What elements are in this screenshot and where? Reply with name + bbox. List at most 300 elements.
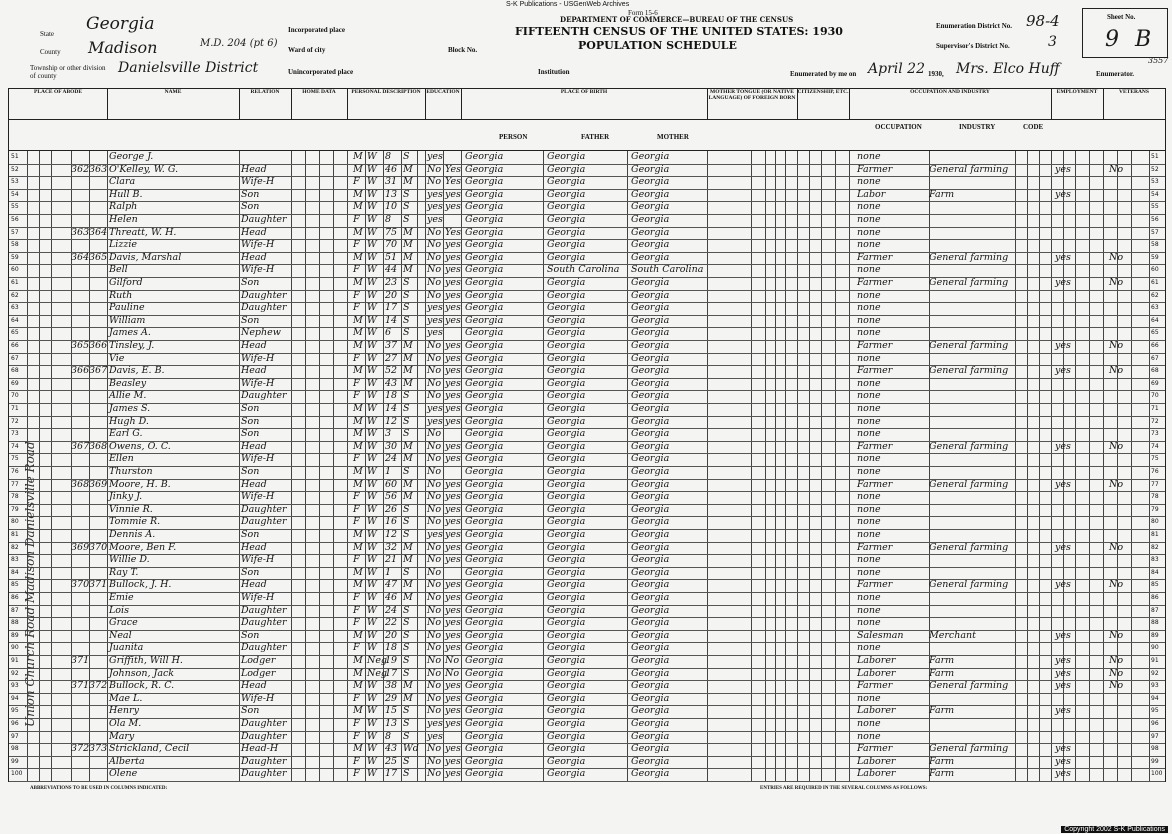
cell-ms: S (403, 529, 410, 540)
cell-occ: none (857, 503, 881, 515)
cell-ms: M (403, 251, 413, 263)
cell-occ: none (857, 466, 881, 477)
institution-label: Institution (538, 68, 570, 76)
cell-read: Yes (445, 176, 461, 188)
header-home: HOME DATA (291, 89, 348, 120)
cell-n: 53 (11, 178, 19, 186)
table-row (9, 680, 1165, 694)
cell-rel: Wife-H (241, 453, 275, 465)
cell-mb: South Carolina (631, 264, 704, 276)
cell-pb: Georgia (465, 453, 504, 465)
cell-n: 70 (11, 392, 19, 400)
cell-mb: Georgia (631, 592, 670, 603)
cell-fb: Georgia (547, 705, 586, 717)
cell-ms: M (403, 440, 413, 452)
cell-race: W (367, 541, 377, 553)
header-personal: PERSONAL DESCRIPTION (347, 89, 426, 120)
cell-race: W (367, 529, 377, 540)
cell-fb: Georgia (547, 718, 586, 729)
cell-race: W (367, 692, 377, 704)
cell-race: W (367, 503, 377, 515)
cell-pb: Georgia (465, 768, 504, 780)
cell-age: 8 (385, 730, 392, 742)
cell-race: Neg (367, 667, 388, 679)
table-row (9, 491, 1165, 505)
cell-read: yes (445, 642, 461, 654)
cell-n: 62 (11, 291, 19, 299)
cell-pb: Georgia (465, 604, 504, 616)
cell-occ: none (857, 327, 881, 339)
cell-fam: 363 (89, 163, 108, 175)
cell-line-number-right: 83 (1151, 556, 1159, 564)
table-row (9, 189, 1165, 203)
cell-race: Neg (367, 655, 388, 666)
cell-sch: No (427, 352, 442, 364)
cell-read: yes (445, 491, 461, 503)
subheader-occupation: OCCUPATION (875, 123, 922, 131)
cell-occ: none (857, 516, 881, 528)
cell-rel: Daughter (241, 516, 287, 528)
cell-race: W (367, 768, 377, 780)
state-value: Georgia (86, 14, 155, 34)
cell-sex: F (353, 503, 360, 515)
cell-pb: Georgia (465, 478, 504, 490)
cell-ind: General farming (929, 680, 1009, 692)
cell-name: Jinky J. (109, 491, 143, 503)
cell-race: W (367, 554, 377, 566)
header-relation: RELATION (239, 89, 292, 120)
sheet-box (1082, 8, 1168, 58)
cell-fb: Georgia (547, 302, 586, 314)
cell-sch: No (427, 163, 442, 175)
cell-sex: F (353, 592, 360, 603)
cell-n: 69 (11, 379, 19, 387)
cell-occ: Farmer (857, 277, 893, 288)
cell-line-number-right: 58 (1151, 241, 1159, 249)
cell-line-number-right: 95 (1151, 707, 1159, 715)
cell-age: 22 (385, 617, 398, 629)
cell-name: Moore, Ben F. (109, 541, 177, 553)
cell-line-number-right: 73 (1151, 430, 1159, 438)
cell-ms: S (403, 188, 410, 200)
cell-n: 51 (11, 153, 19, 160)
cell-sch: No (427, 365, 442, 377)
cell-race: W (367, 377, 377, 389)
header-name: NAME (107, 89, 240, 120)
cell-line-number-right: 69 (1151, 379, 1159, 387)
state-label: State (40, 30, 54, 38)
cell-mb: Georgia (631, 516, 670, 528)
cell-read: yes (445, 201, 461, 213)
cell-read: No (445, 655, 460, 666)
cell-n: 64 (11, 316, 19, 324)
table-row (9, 718, 1165, 732)
subheader-person: PERSON (499, 133, 528, 141)
cell-sch: No (427, 226, 442, 238)
cell-line-number-right: 91 (1151, 657, 1159, 664)
cell-race: W (367, 289, 377, 301)
cell-fam: 371 (89, 579, 108, 591)
cell-race: W (367, 440, 377, 452)
cell-ms: S (403, 314, 410, 326)
table-row (9, 416, 1165, 430)
cell-fb: Georgia (547, 592, 586, 603)
table-row (9, 201, 1165, 215)
cell-sex: M (353, 743, 363, 755)
cell-age: 29 (385, 692, 398, 704)
cell-sch: No (427, 592, 442, 603)
cell-read: Yes (445, 226, 461, 238)
cell-rel: Son (241, 705, 260, 717)
cell-n: 95 (11, 707, 19, 715)
cell-occ: Laborer (857, 667, 896, 679)
cell-race: W (367, 264, 377, 276)
cell-pb: Georgia (465, 667, 504, 679)
cell-line-number-right: 54 (1151, 190, 1159, 198)
cell-sch: No (427, 491, 442, 503)
cell-emp: yes (1055, 755, 1071, 767)
cell-mb: Georgia (631, 403, 670, 414)
cell-n: 63 (11, 304, 19, 312)
cell-mb: Georgia (631, 314, 670, 326)
cell-emp: yes (1055, 277, 1071, 288)
cell-name: Henry (109, 705, 139, 717)
cell-ind: General farming (929, 541, 1009, 553)
cell-occ: Farmer (857, 541, 893, 553)
cell-occ: none (857, 352, 881, 364)
cell-fb: Georgia (547, 188, 586, 200)
cell-mb: Georgia (631, 251, 670, 263)
cell-pb: Georgia (465, 503, 504, 515)
cell-rel: Son (241, 201, 260, 213)
cell-fb: Georgia (547, 604, 586, 616)
cell-line-number-right: 97 (1151, 732, 1159, 740)
cell-dw: 371 (71, 655, 90, 666)
cell-sex: F (353, 604, 360, 616)
cell-sch: No (427, 579, 442, 591)
cell-mb: Georgia (631, 226, 670, 238)
cell-ms: M (403, 176, 413, 188)
cell-emp: yes (1055, 188, 1071, 200)
cell-fb: South Carolina (547, 264, 620, 276)
cell-rel: Wife-H (241, 554, 275, 566)
cell-fb: Georgia (547, 466, 586, 477)
cell-fb: Georgia (547, 554, 586, 566)
cell-line-number-right: 85 (1151, 581, 1159, 589)
table-row (9, 365, 1165, 379)
cell-sch: No (427, 289, 442, 301)
cell-sch: No (427, 251, 442, 263)
cell-fb: Georgia (547, 365, 586, 377)
cell-ind: General farming (929, 579, 1009, 591)
table-row (9, 731, 1165, 745)
cell-mb: Georgia (631, 755, 670, 767)
cell-rel: Son (241, 566, 260, 578)
cell-name: Bullock, R. C. (109, 680, 175, 692)
cell-race: W (367, 151, 377, 162)
cell-rel: Daughter (241, 302, 287, 314)
cell-ms: S (403, 768, 410, 780)
cell-fb: Georgia (547, 529, 586, 540)
cell-sex: M (353, 201, 363, 213)
cell-n: 58 (11, 241, 19, 249)
cell-sch: No (427, 239, 442, 251)
cell-mb: Georgia (631, 655, 670, 666)
cell-rel: Daughter (241, 718, 287, 729)
cell-fb: Georgia (547, 277, 586, 288)
cell-read: yes (445, 768, 461, 780)
cell-ind: Farm (929, 755, 955, 767)
cell-emp: yes (1055, 340, 1071, 351)
cell-mb: Georgia (631, 718, 670, 729)
cell-pb: Georgia (465, 642, 504, 654)
cell-pb: Georgia (465, 428, 504, 440)
cell-occ: none (857, 529, 881, 540)
cell-mb: Georgia (631, 692, 670, 704)
cell-n: 61 (11, 279, 19, 286)
cell-sex: F (353, 554, 360, 566)
cell-line-number-right: 66 (1151, 342, 1159, 349)
cell-fb: Georgia (547, 516, 586, 528)
cell-occ: none (857, 314, 881, 326)
cell-mb: Georgia (631, 566, 670, 578)
column-headers (8, 88, 1166, 151)
cell-mb: Georgia (631, 302, 670, 314)
cell-n: 67 (11, 354, 19, 362)
cell-sex: M (353, 365, 363, 377)
cell-occ: none (857, 390, 881, 402)
cell-rel: Daughter (241, 642, 287, 654)
cell-rel: Daughter (241, 768, 287, 780)
cell-read: yes (445, 352, 461, 364)
footer-abbreviations: ABBREVIATIONS TO BE USED IN COLUMNS INDICATED: (30, 786, 168, 791)
cell-sex: F (353, 617, 360, 629)
cell-ms: S (403, 201, 410, 213)
cell-rel: Head (241, 478, 267, 490)
cell-dw: 371 (71, 680, 90, 692)
cell-pb: Georgia (465, 151, 504, 162)
cell-sex: M (353, 566, 363, 578)
cell-race: W (367, 453, 377, 465)
cell-sex: M (353, 529, 363, 540)
cell-rel: Head (241, 163, 267, 175)
cell-age: 52 (385, 365, 398, 377)
cell-sex: F (353, 755, 360, 767)
cell-name: Lois (109, 604, 129, 616)
cell-sch: No (427, 390, 442, 402)
cell-occ: none (857, 403, 881, 414)
cell-mb: Georgia (631, 415, 670, 427)
cell-name: Davis, E. B. (109, 365, 165, 377)
cell-ms: S (403, 755, 410, 767)
cell-pb: Georgia (465, 592, 504, 603)
cell-occ: none (857, 718, 881, 729)
cell-ms: M (403, 163, 413, 175)
cell-race: W (367, 226, 377, 238)
cell-sch: yes (427, 302, 443, 314)
cell-name: Ellen (109, 453, 134, 465)
cell-age: 10 (385, 201, 398, 213)
cell-age: 23 (385, 277, 398, 288)
cell-name: Alberta (109, 755, 145, 767)
cell-occ: Farmer (857, 365, 893, 377)
cell-mb: Georgia (631, 541, 670, 553)
cell-line-number-right: 63 (1151, 304, 1159, 312)
cell-race: W (367, 201, 377, 213)
enumerator-name: Mrs. Elco Huff (956, 61, 1060, 77)
cell-ms: S (403, 667, 410, 679)
cell-age: 8 (385, 214, 392, 225)
table-row (9, 655, 1165, 669)
cell-n: 89 (11, 631, 19, 639)
cell-sex: F (353, 352, 360, 364)
cell-age: 20 (385, 289, 398, 301)
cell-occ: none (857, 617, 881, 629)
cell-ms: M (403, 478, 413, 490)
cell-sex: M (353, 188, 363, 200)
cell-fam: 373 (89, 743, 108, 755)
cell-sch: No (427, 554, 442, 566)
county-note: M.D. 204 (pt 6) (200, 38, 278, 49)
cell-occ: Farmer (857, 163, 893, 175)
cell-sex: F (353, 214, 360, 225)
cell-ms: S (403, 466, 410, 477)
cell-line-number-right: 61 (1151, 279, 1159, 286)
cell-line-number-right: 82 (1151, 543, 1159, 551)
cell-age: 14 (385, 314, 398, 326)
cell-sch: No (427, 692, 442, 704)
cell-n: 85 (11, 581, 19, 589)
header-citizenship: CITIZENSHIP, ETC. (797, 89, 850, 120)
form-number: Form 15-6 (628, 9, 658, 17)
cell-ms: S (403, 214, 410, 225)
cell-rel: Head-H (241, 743, 279, 755)
cell-race: W (367, 579, 377, 591)
cell-race: W (367, 251, 377, 263)
cell-name: Tommie R. (109, 516, 161, 528)
cell-pb: Georgia (465, 755, 504, 767)
cell-n: 55 (11, 203, 19, 211)
cell-pb: Georgia (465, 201, 504, 213)
cell-ms: S (403, 151, 410, 162)
cell-sex: M (353, 579, 363, 591)
cell-sch: No (427, 377, 442, 389)
cell-dw: 363 (71, 226, 90, 238)
cell-fb: Georgia (547, 629, 586, 641)
cell-dw: 366 (71, 365, 90, 377)
cell-dw: 362 (71, 163, 90, 175)
cell-read: yes (445, 503, 461, 515)
cell-read: yes (445, 239, 461, 251)
cell-emp: yes (1055, 541, 1071, 553)
cell-line-number-right: 80 (1151, 518, 1159, 526)
cell-read: yes (445, 604, 461, 616)
header-occupation: OCCUPATION AND INDUSTRY (849, 89, 1052, 120)
cell-line-number-right: 67 (1151, 354, 1159, 362)
cell-read: yes (445, 440, 461, 452)
cell-ms: M (403, 579, 413, 591)
cell-pb: Georgia (465, 289, 504, 301)
cell-age: 8 (385, 151, 392, 162)
cell-ms: S (403, 289, 410, 301)
cell-race: W (367, 428, 377, 440)
enumerated-date: April 22 (868, 61, 925, 77)
cell-n: 94 (11, 694, 19, 702)
cell-pb: Georgia (465, 365, 504, 377)
cell-race: W (367, 478, 377, 490)
cell-age: 6 (385, 327, 392, 339)
cell-name: Olene (109, 768, 138, 780)
table-row (9, 605, 1165, 619)
cell-sch: No (427, 428, 442, 440)
table-row (9, 554, 1165, 568)
cell-occ: none (857, 289, 881, 301)
cell-read: yes (445, 554, 461, 566)
cell-name: O'Kelley, W. G. (109, 163, 179, 175)
cell-race: W (367, 365, 377, 377)
cell-ms: M (403, 239, 413, 251)
cell-mb: Georgia (631, 617, 670, 629)
cell-mb: Georgia (631, 327, 670, 339)
cell-age: 38 (385, 680, 398, 692)
cell-race: W (367, 718, 377, 729)
cell-pb: Georgia (465, 440, 504, 452)
cell-line-number-right: 89 (1151, 631, 1159, 639)
cell-mb: Georgia (631, 277, 670, 288)
cell-age: 25 (385, 755, 398, 767)
cell-name: Grace (109, 617, 138, 629)
cell-fb: Georgia (547, 340, 586, 351)
cell-mb: Georgia (631, 176, 670, 188)
census-grid (8, 150, 1166, 782)
cell-dw: 367 (71, 440, 90, 452)
cell-ind: Farm (929, 768, 955, 780)
cell-pb: Georgia (465, 692, 504, 704)
cell-ind: Merchant (929, 629, 976, 641)
cell-sch: No (427, 466, 442, 477)
cell-pb: Georgia (465, 466, 504, 477)
cell-race: W (367, 516, 377, 528)
cell-line-number-right: 59 (1151, 253, 1159, 261)
cell-mb: Georgia (631, 478, 670, 490)
cell-age: 19 (385, 655, 398, 666)
cell-read: yes (445, 453, 461, 465)
cell-age: 56 (385, 491, 398, 503)
table-row (9, 466, 1165, 480)
cell-name: Willie D. (109, 554, 150, 566)
cell-fam: 370 (89, 541, 108, 553)
cell-name: James A. (109, 327, 151, 339)
cell-rel: Wife-H (241, 352, 275, 364)
cell-vet: No (1109, 251, 1124, 263)
cell-read: yes (445, 415, 461, 427)
cell-name: Hugh D. (109, 415, 149, 427)
cell-pb: Georgia (465, 390, 504, 402)
cell-line-number-right: 68 (1151, 367, 1159, 375)
cell-rel: Son (241, 466, 260, 477)
cell-pb: Georgia (465, 579, 504, 591)
cell-rel: Wife-H (241, 692, 275, 704)
cell-occ: Farmer (857, 680, 893, 692)
cell-sch: yes (427, 415, 443, 427)
cell-mb: Georgia (631, 680, 670, 692)
cell-mb: Georgia (631, 428, 670, 440)
cell-dw: 364 (71, 251, 90, 263)
cell-rel: Head (241, 680, 267, 692)
sheet-label: Sheet No. (1107, 13, 1136, 21)
cell-read: yes (445, 579, 461, 591)
cell-race: W (367, 680, 377, 692)
